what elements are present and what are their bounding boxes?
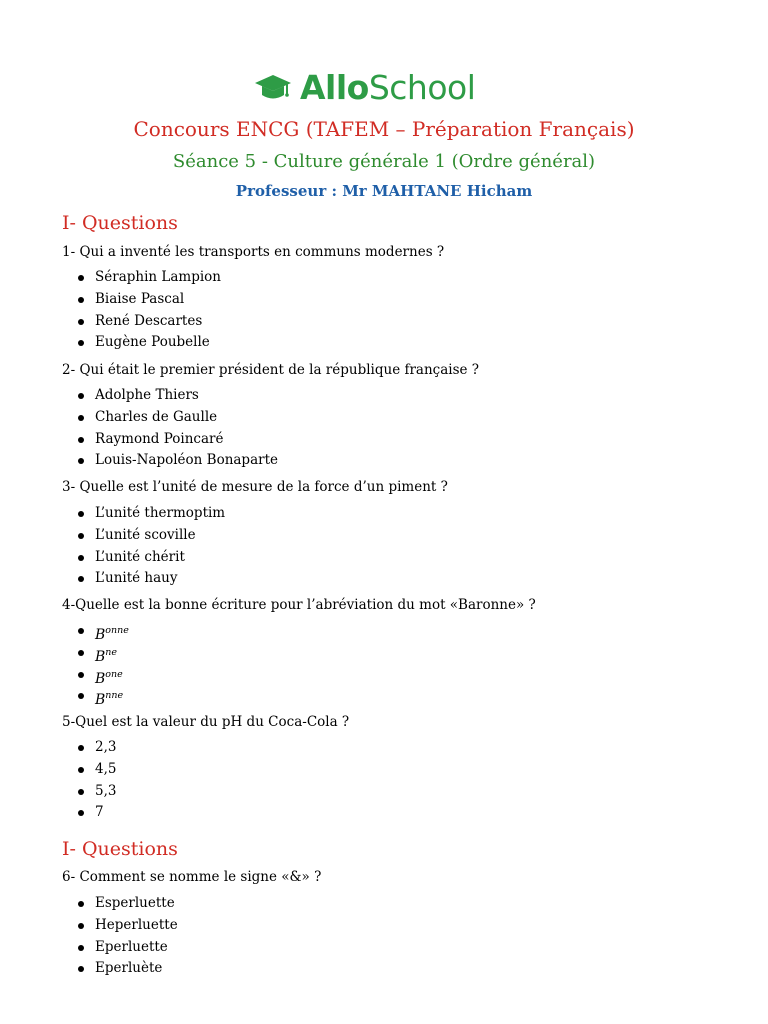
option-text: Eperluette <box>95 938 168 955</box>
graduation-cap-icon <box>254 72 292 104</box>
option <box>76 267 221 289</box>
option-text: Louis-Napoléon Bonaparte <box>95 452 278 469</box>
option <box>76 664 129 686</box>
option <box>76 893 178 915</box>
bullet-icon <box>78 297 84 303</box>
option <box>76 450 278 472</box>
option <box>76 385 278 407</box>
option <box>76 525 225 547</box>
bullet-icon <box>78 966 84 972</box>
option <box>76 759 116 781</box>
option-base: B <box>95 692 106 709</box>
bullet-icon <box>78 745 84 751</box>
alloschool-logo <box>254 66 475 110</box>
option-text: Eperluète <box>95 960 163 977</box>
option-text: Charles de Gaulle <box>95 408 218 425</box>
logo-text-allo: Allo <box>300 68 369 107</box>
bullet-icon <box>78 458 84 464</box>
bullet-icon <box>78 437 84 443</box>
option-text: Esperluette <box>95 895 175 911</box>
option-text: Eugène Poubelle <box>95 334 210 351</box>
bullet-icon <box>78 693 84 699</box>
bullet-icon <box>78 555 84 561</box>
bullet-icon <box>78 393 84 399</box>
bullet-icon <box>78 672 84 678</box>
professor-name: Professeur : Mr MAHTANE Hicham <box>235 182 533 200</box>
option-text: René Descartes <box>95 312 203 329</box>
option-text: 7 <box>95 804 104 821</box>
option <box>76 311 221 333</box>
option <box>76 289 221 311</box>
option-text: 5,3 <box>95 782 117 799</box>
option <box>76 642 129 664</box>
bullet-icon <box>78 576 84 582</box>
option-text: Raymond Poincaré <box>95 430 224 447</box>
option-text: 2,3 <box>95 739 117 755</box>
option-text: L’unité scoville <box>95 526 196 543</box>
question-1: 1- Qui a inventé les transports en communs modernes ? <box>62 244 445 260</box>
option-base: B <box>95 670 106 687</box>
question-2: 2- Qui était le premier président de la république française ? <box>62 362 480 378</box>
bullet-icon <box>78 945 84 951</box>
option <box>76 429 278 451</box>
bullet-icon <box>78 923 84 929</box>
option <box>76 685 129 707</box>
option <box>76 802 116 824</box>
section-heading: I- Questions <box>62 212 178 234</box>
option-text: L’unité thermoptim <box>95 505 226 521</box>
option <box>76 568 225 590</box>
question-4-options <box>76 620 129 707</box>
question-1-options <box>76 267 221 354</box>
question-3: 3- Quelle est l’unité de mesure de la force d’un piment ? <box>62 479 448 495</box>
document-title: Concours ENCG (TAFEM – Préparation Français) <box>133 117 635 141</box>
option-superscript: ne <box>105 646 118 658</box>
bullet-icon <box>78 319 84 325</box>
bullet-icon <box>78 511 84 517</box>
bullet-icon <box>78 415 84 421</box>
question-6: 6- Comment se nomme le signe «&» ? <box>62 869 322 885</box>
bullet-icon <box>78 340 84 346</box>
option-superscript: one <box>105 668 123 680</box>
logo-text-school: School <box>368 68 476 107</box>
bullet-icon <box>78 275 84 281</box>
question-3-options <box>76 503 225 590</box>
bullet-icon <box>78 628 84 634</box>
option <box>76 547 225 569</box>
bullet-icon <box>78 767 84 773</box>
question-2-options <box>76 385 278 472</box>
option <box>76 781 116 803</box>
option-text: Biaise Pascal <box>95 290 185 307</box>
option <box>76 407 278 429</box>
document-subtitle: Séance 5 - Culture générale 1 (Ordre général) <box>172 151 596 172</box>
question-6-options <box>76 893 178 980</box>
option-text: 4,5 <box>95 760 117 777</box>
option <box>76 915 178 937</box>
question-5: 5-Quel est la valeur du pH du Coca-Cola ? <box>62 714 350 730</box>
option-text: Séraphin Lampion <box>95 269 221 285</box>
option <box>76 737 116 759</box>
option <box>76 620 129 642</box>
option-superscript: nne <box>105 690 124 702</box>
bullet-icon <box>78 533 84 539</box>
option <box>76 503 225 525</box>
bullet-icon <box>78 789 84 795</box>
option-text: L’unité hauy <box>95 570 178 587</box>
logo-wordmark <box>300 68 475 108</box>
option <box>76 937 178 959</box>
section-heading: I- Questions <box>62 838 178 860</box>
option-base: B <box>95 627 106 643</box>
option-base: B <box>95 648 106 665</box>
bullet-icon <box>78 810 84 816</box>
option-text: Heperluette <box>95 916 178 933</box>
option <box>76 958 178 980</box>
option <box>76 332 221 354</box>
option-superscript: onne <box>105 625 129 636</box>
question-5-options <box>76 737 116 824</box>
bullet-icon <box>78 650 84 656</box>
question-4: 4-Quelle est la bonne écriture pour l’abréviation du mot «Baronne» ? <box>62 597 536 613</box>
option-text: L’unité chérit <box>95 548 185 565</box>
bullet-icon <box>78 901 84 907</box>
option-text: Adolphe Thiers <box>95 387 199 403</box>
